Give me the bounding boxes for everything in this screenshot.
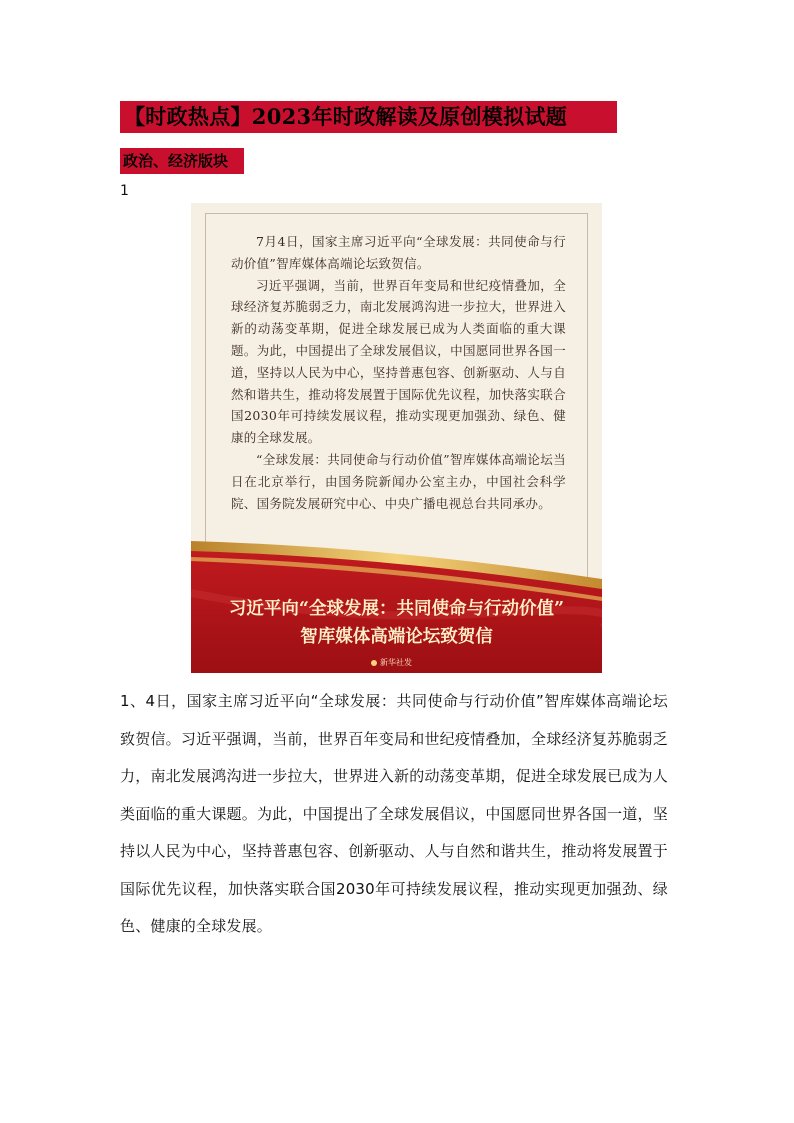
section-subtitle: 政治、经济版块	[120, 148, 244, 174]
image-paragraph-1: 7月4日，国家主席习近平向“全球发展：共同使命与行动价值”智库媒体高端论坛致贺信。	[231, 234, 566, 271]
news-image	[191, 203, 602, 673]
banner-title-line1: 习近平向“全球发展：共同使命与行动价值”	[228, 599, 565, 619]
page-title: 【时政热点】2023年时政解读及原创模拟试题	[120, 101, 617, 133]
image-paragraph-2: 习近平强调，当前，世界百年变局和世纪疫情叠加，全球经济复苏脆弱乏力，南北发展鸿沟进一步拉大，世界进入新的动荡变革期，促进全球发展已成为人类面临的重大课题。为此，中国提出了全球发展倡议，中国愿同世界各国一道，坚持以人民为中心，坚持普惠包容、创新驱动、人与自然和谐共生，推动将发展置于国际优先议程，加快落实联合国2030年可持续发展议程，推动实现更加强劲、绿色、健康的全球发展。	[231, 277, 566, 446]
body-paragraph: 1、4日，国家主席习近平向“全球发展：共同使命与行动价值”智库媒体高端论坛致贺信。习近平强调，当前，世界百年变局和世纪疫情叠加，全球经济复苏脆弱乏力，南北发展鸿沟进一步拉大，世界进入新的动荡变革期，促进全球发展已成为人类面临的重大课题。为此，中国提出了全球发展倡议，中国愿同世界各国一道，坚持以人民为中心，坚持普惠包容、创新驱动、人与自然和谐共生，推动将发展置于国际优先议程，加快落实联合国2030年可持续发展议程，推动实现更加强劲、绿色、健康的全球发展。	[120, 692, 668, 935]
question-number: 1	[120, 183, 129, 199]
banner-title-line2: 智库媒体高端论坛致贺信	[300, 627, 493, 647]
body-text	[120, 683, 668, 946]
source-label: 新华社发	[380, 658, 412, 667]
source-credit	[371, 657, 412, 668]
xinhua-logo-icon	[371, 660, 377, 666]
image-paragraph-3: “全球发展：共同使命与行动价值”智库媒体高端论坛当日在北京举行，由国务院新闻办公室主办，中国社会科学院、国务院发展研究中心、中央广播电视总台共同承办。	[231, 451, 566, 511]
image-text	[231, 231, 566, 514]
